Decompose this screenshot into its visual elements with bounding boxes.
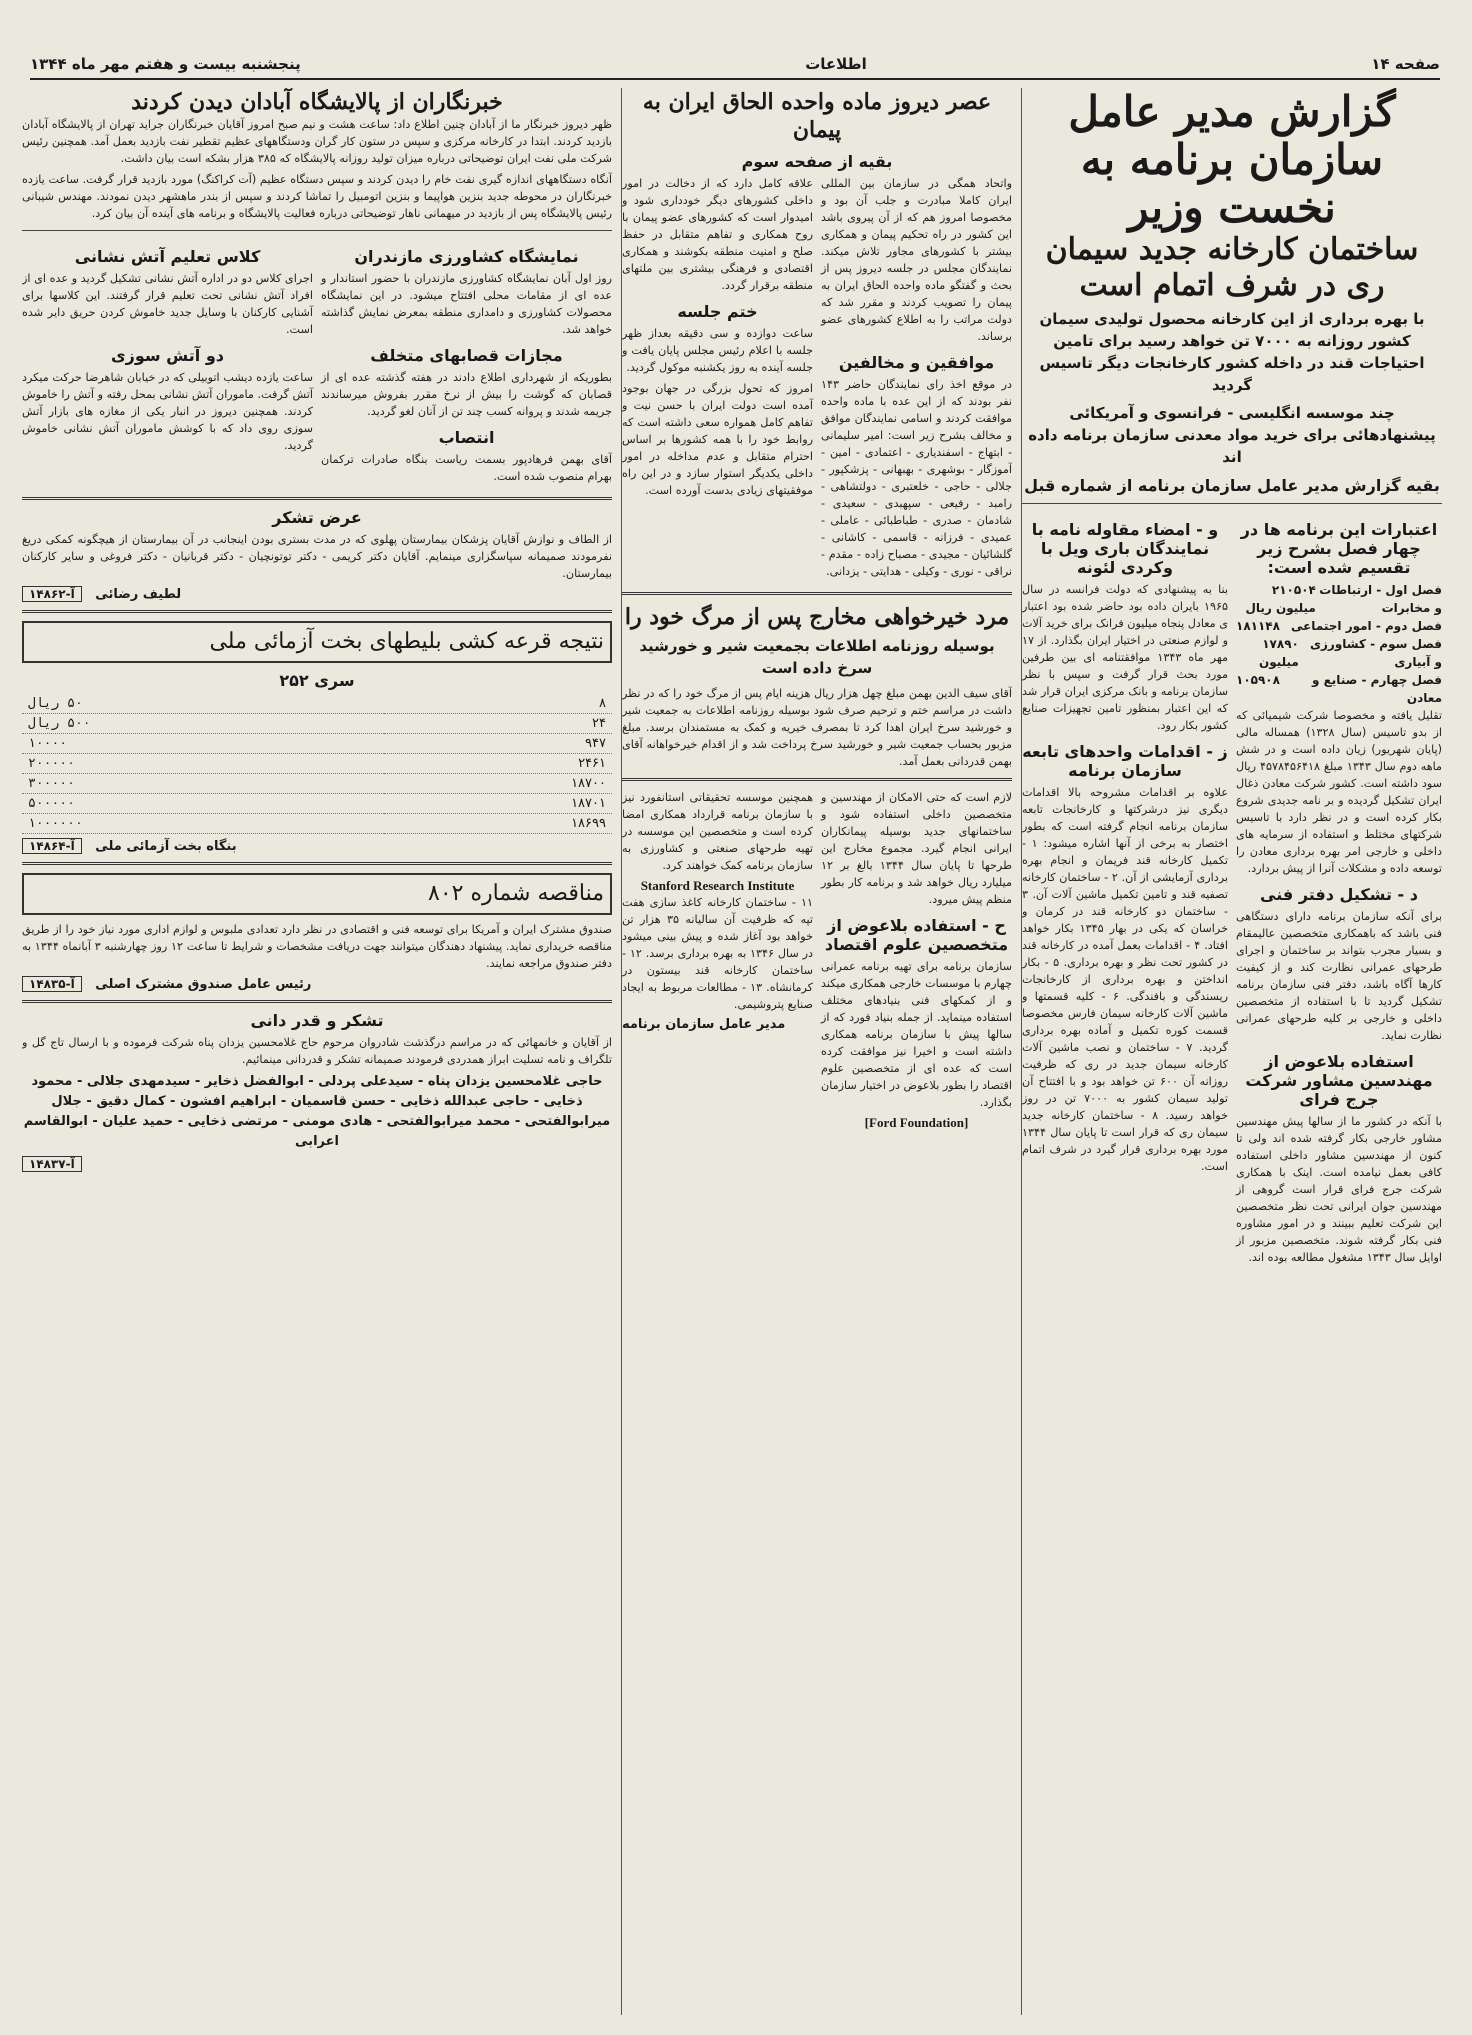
thanks2-code [22, 1156, 612, 1172]
deck-donor: بوسیله روزنامه اطلاعات بجمعیت شیر و خورشید سرخ داده است [639, 637, 995, 677]
body-text: از الطاف و نوازش آقایان پزشکان بیمارستان پهلوی که در مدت بستری بودن اینجانب در آن بیمارستان از هیچگونه کمکی دریغ نفرمودند صمیمانه سپاسگزاری مینمایم. آقایان دکتر کریمی - دکتر توتونچیان - دکتر قربانیان - دکتر فروغی و سایر کارکنان بیمارستان. [22, 533, 612, 580]
body-text: برای آنکه سازمان برنامه دارای دستگاهی فنی باشد که باهمکاری متخصصین عالیمقام و بسیار مجرب بتواند بر ساختمان و اجرای طرحهای عمرانی نظارت کند و از کیفیت کارها آگاه باشد، دفتر فنی سازمان برنامه تشکیل گردید تا با استفاده از متخصصین داخلی و خارجی بر کلیه طرحهای عمرانی نظارت نماید. [1236, 910, 1442, 1042]
report-subcol-left [1022, 512, 1228, 1270]
lottery-series: سری ۲۵۲ [279, 671, 355, 690]
report-subcol-right [1236, 512, 1442, 1270]
body-text: با آنکه در کشور ما از سالها پیش مهندسین مشاور خارجی بکار گرفته شده اند ولی تا کنون از مهندسین مشاور داخلی استفاده کافی بعمل نیامده است. اینک با همکاری شرکت جرج فرای قرار است گروهی از مهندسین جوان ایرانی تحت نظر متخصصین این شرکت تعلیم ببینند و در امور مشاوره فنی بکار گرفته شوند. متخصصین مزبور از اوایل سال ۱۳۴۳ مشغول مطالعه بوده اند. [1236, 1115, 1442, 1264]
thanks-signature: لطیف رضائی آ-۱۴۸۶۲ [22, 586, 612, 602]
body-text: ساعت دوازده و سی دقیقه بعداز ظهر جلسه با اعلام رئیس مجلس پایان یافت و جلسه آینده به روز یکشنبه موکول گردید. [622, 327, 813, 374]
body-text: ظهر دیروز خبرنگار ما از آبادان چنین اطلاع داد: ساعت هشت و نیم صبح امروز آقایان خبرنگاران جراید تهران از پالایشگاه آبادان بازدید کردند. ابتدا در کارخانه مرکزی و سپس در ستون کار گران ودستگاههای عظیم تقطیر نفت بازدید بعمل آمد. همچنین رئیس شرکت ملی نفت ایران توضیحاتی درباره میزان تولید روزانه پالایشگاه که ۳۸۵ هزار بشکه است بیان داشت. [22, 118, 612, 165]
budget-row: فصل سوم - کشاورزی و آبیاری ۱۷۸۹۰ میلیون [1258, 637, 1442, 669]
budget-row: فصل اول - ارتباطات و مخابرات ۲۱۰۵۰۴ میلیون ریال [1245, 583, 1442, 615]
lower-subcolumns [622, 789, 1012, 1131]
table-row: ۱۸۷۰۱ ۵۰۰۰۰۰ [22, 794, 612, 814]
subhead-appointment: انتصاب [438, 428, 495, 447]
divider [22, 230, 612, 231]
page-number: صفحه ۱۴ [1371, 55, 1440, 73]
body-text: آقای بهمن فرهادپور بسمت ریاست بنگاه صادرات ترکمان بهرام منصوب شده است. [321, 453, 612, 483]
body-text: ۱۱ - ساختمان کارخانه کاغذ سازی هفت تپه که ظرفیت آن سالیانه ۳۵ هزار تن خواهد بود آغاز شده و پیش بینی میشود در سال ۱۳۴۶ به بهره برداری برسد. ۱۲ - ساختمان کارخانه قند بیستون در کرمانشاه. ۱۳ - مطالعات مربوط به ایجاد صنایع پتروشیمی. [622, 896, 813, 1011]
body-text: امروز که تحول بزرگی در جهان بوجود آمده است دولت ایران با حسن نیت و تفاهم کامل همواره سعی داشته است که روابط خود را با همه کشورها بر اساس احترام متقابل و عدم مداخله در امور داخلی یکدیگر استوار سازد و در این راه موفقیتهای زیادی بدست آورده است. [622, 382, 813, 497]
body-text: علاوه بر اقدامات مشروحه بالا اقدامات دیگری نیز درشرکتها و کارخانجات تابعه سازمان برنامه انجام گرفته است که بطور اختصار به برخی از آنها اشاره میشود: ۱ - تکمیل کارخانه قند فریمان و انجام بهره برداری آزمایشی از آن. ۲ - ساختمان کارخانه تصفیه قند و تامین تکمیل ماشین آلات آن. ۳ - ساختمان دو کارخانه قند در کرمان و خراسان که یکی در بهار ۱۳۴۵ بکار خواهد افتاد. ۴ - اقدامات بعمل آمده در کارخانه قند در کشور تحت نظر و بهره برداری. ۵ - بکار انداختن و بهره برداری از کارخانجات ریسندگی و بافندگی. ۶ - کلیه قسمتها و ماشین آلات کارخانه سیمان فارس مخصوصا قسمت کوره تکمیل و آماده بهره برداری گردید. ۷ - ساختمان و نصب ماشین آلات کارخانه سیمان جدید در ری که ظرفیت روزانه آن ۶۰۰ تن خواهد بود و با افتتاح آن تولید سیمان کشور به ۷۰۰۰ تن در روز خواهد رسید. ۸ - ساختمان کارخانه جدید سیمان ری که قرار است تا پایان سال ۱۳۴۴ مورد بهره برداری قرار گیرد در شرف اتمام است. [1022, 786, 1229, 1173]
body-text: واتحاد همگی در سازمان بین المللی ایران کاملا مبادرت و جلب آن بود و مخصوصا امروز هم که از آن پیروی باشد این کشور در راه تحکیم پیمان و همکاری بیشتر با کشورهای مجاور تلاش میکند. نمایندگان مجلس در جلسه دیروز پس از بحث و گفتگو ماده واحده الحاق ایران به پیمان را تصویب کردند و مقرر شد که دولت مراتب را به اطلاع کشورهای عضو برساند. [821, 177, 1012, 343]
divider [1022, 503, 1442, 504]
subhead-thanks-2: تشکر و قدر دانی [250, 1011, 384, 1030]
subhead-units: ز - اقدامات واحدهای تابعه سازمان برنامه [1022, 742, 1228, 780]
tender-signature: رئیس عامل صندوق مشترک اصلی آ-۱۴۸۳۵ [22, 976, 612, 992]
body-text: همچنین موسسه تحقیقاتی استانفورد نیز با سازمان برنامه قرارداد همکاری امضا کرده است و متخصصین این موسسه در تهیه طرحهای صنعتی و کشاورزی به سازمان برنامه کمک خواهند کرد. [622, 791, 813, 872]
body-text: در موقع اخذ رای نمایندگان حاضر ۱۴۳ نفر بودند که از این عده با ماده واحده موافقت کردند و اسامی نمایندگان موافق و مخالف بشرح زیر است: امیر سلیمانی - ابتهاج - اسفندیاری - اعتمادی - امین - آموزگار - بوشهری - بهبهانی - پزشکپور - جلالی - حاجی - خلعتبری - دولتشاهی - رامبد - رفیعی - سپهبدی - سعیدی - شادمان - صدری - طباطبائی - عاملی - عمیدی - فرزانه - قاسمی - کاشانی - گلشائیان - مجیدی - مصباح زاده - مقدم - نراقی - نوری - وکیلی - هدایتی - یزدانی. [821, 378, 1012, 578]
subhead-session-end: ختم جلسه [677, 302, 758, 321]
headline-donor: مرد خیرخواهی مخارج پس از مرگ خود را [624, 604, 1010, 630]
body-text: علاقه کامل دارد که از دخالت در امور داخلی کشورهای دیگر خودداری شود و امیدوار است که کشورهای عضو پیمان با روح همکاری و تفاهم متقابل در حفظ صلح و امنیت منطقه بکوشند و همکاری اقتصادی و فرهنگی بیشتری بین ملتهای منطقه برقرار گردد. [622, 177, 813, 292]
ad-code: آ-۱۴۸۶۲ [22, 586, 82, 602]
table-row: ۹۴۷ ۱۰۰۰۰ [22, 734, 612, 754]
divider [622, 778, 1012, 781]
lottery-table [22, 694, 612, 834]
subhead-consultants: استفاده بلاعوض از مهندسین مشاور شرکت جرج فرای [1245, 1052, 1433, 1109]
subhead-butchers: مجازات قصابهای متخلف [370, 346, 563, 365]
ad-code: آ-۱۴۸۳۵ [22, 976, 82, 992]
column-treaty [621, 88, 1012, 2015]
thanks-names: حاجی غلامحسین یزدان پناه - سیدعلی پردلی - ابوالفضل ذخایر - سیدمهدی جلالی - محمود ذخایی - حاجی عبدالله ذخایی - حسن قاسمیان - ابراهیم افشون - کمال دقیق - جلال میرابوالفتحی - محمد میرابوالفتحی - هادی مومنی - مرتضی ذخایی - حمید علیان - ابوالقاسم اعرابی [23, 1074, 611, 1149]
deck-minerals: چند موسسه انگلیسی - فرانسوی و آمریکائی پیشنهادهائی برای خرید مواد معدنی سازمان برنامه داده اند [1028, 404, 1436, 466]
lower-subcol-right [821, 789, 1012, 1131]
report-subcolumns [1022, 512, 1442, 1270]
news-subcolumns [22, 239, 612, 489]
body-text: آقای سیف الدین بهمن مبلغ چهل هزار ریال هزینه ایام پس از مرگ خود را که در نظر داشت در مراسم ختم و ترحیم صرف شود بوسیله روزنامه اطلاعات به جمعیت شیر و خورشید سرخ ایران اهدا کرد تا بمصرف خیریه و کمک به مستمندان برسد. مبلغ مزبور بحساب جمعیت شیر و خورشید سرخ پرداخت شد و از اقدام خیرخواهانه آقای بهمن قدردانی بعمل آمد. [622, 687, 1012, 768]
divider [22, 497, 612, 500]
budget-title: اعتبارات این برنامه ها در چهار فصل بشرح زیر تقسیم شده است: [1240, 520, 1438, 577]
body-text: تقلیل یافته و مخصوصا شرکت شیمیائی که از بدو تاسیس (سال ۱۳۲۸) همساله مالی (پایان شهریور) زیان داده است و در شش ماهه دوم سال ۱۳۴۳ مبلغ ۴۵۷۸۴۵۶۴۱۸ ریال سود داشته است. کشور شرکت معادن ذغال ایران تشکیل گردیده و بر نامه جدیدی شروع بکار کرده است و در نظر دارد با تاسیس شرکتهای مختلط و استفاده از سرمایه های داخلی و خارجی امر بهره برداری معادن را توسعه داده و مشکلات آنرا از پیش بردارد. [1236, 709, 1442, 875]
headline-cement: ساختمان کارخانه جدید سیمان ری در شرف اتمام است [1045, 232, 1419, 303]
news-subcol-left [22, 239, 313, 489]
body-text: سازمان برنامه برای تهیه برنامه عمرانی چهارم با موسسات خارجی همکاری میکند و از کمکهای فنی بنیادهای مختلف استفاده مینماید. از جمله بنیاد فورد که از سالها پیش با سازمان برنامه همکاری داشته است و اخیرا نیز موافقت کرده است که عده ای از متخصصین علوم اقتصاد را بطور بلاعوض در اختیار سازمان بگذارد. [821, 960, 1012, 1109]
body-text: روز اول آبان نمایشگاه کشاورزی مازندران با حضور استاندار و عده ای از مقامات محلی افتتاح میشود. در این نمایشگاه محصولات کشاورزی و دامداری منطقه بمعرض نمایش گذاشته خواهد شد. [321, 272, 612, 336]
continued-label: بقیه از صفحه سوم [741, 152, 893, 171]
body-text: ساعت یازده دیشب اتوبیلی که در خیابان شاهرضا حرکت میکرد آتش گرفت. ماموران آتش نشانی بمحل رفته و آتش را خاموش کردند. همچنین دیروز در انبار یکی از مغازه های بازار آتش سوزی روی داد که با کوشش ماموران آتش نشانی خاموش گردید. [22, 371, 313, 452]
body-text: صندوق مشترک ایران و آمریکا برای توسعه فنی و اقتصادی در نظر دارد تعدادی ملبوس و لوازم اداری مورد نیاز خود را از طریق مناقصه خریداری نماید. پیشنهاد دهندگان میتوانند جهت دریافت مشخصات و شرایط تا ساعت ۱۲ روز چهارشنبه ۳ آبانماه ۱۳۴۴ به دفتر صندوق مراجعه نمایند. [22, 923, 612, 970]
lottery-title: نتیجه قرعه کشی بلیطهای بخت آزمائی ملی [22, 621, 612, 663]
masthead [30, 50, 1440, 80]
headline-treaty: عصر دیروز ماده واحده الحاق ایران به پیمان [642, 89, 992, 143]
headline-report: گزارش مدیر عامل سازمان برنامه به نخست وزیر [1068, 88, 1396, 232]
divider [22, 1000, 612, 1003]
subhead-tech-office: د - تشکیل دفتر فنی [1260, 885, 1418, 904]
body-text: بطوریکه از شهرداری اطلاع دادند در هفته گذشته عده ای از قصابان که گوشت را بیش از نرخ مقرر بفروش میرساندند جریمه شدند و پروانه کسب چند تن از آنان لغو گردید. [321, 371, 612, 418]
subhead-fires: دو آتش سوزی [110, 346, 225, 365]
headline-refinery: خبرنگاران از پالایشگاه آبادان دیدن کردند [131, 89, 503, 115]
news-subcol-right [321, 239, 612, 489]
ford-foundation-label: [Ford Foundation] [864, 1115, 969, 1130]
divider [22, 610, 612, 613]
body-text: از آقایان و خانمهائی که در مراسم درگذشت شادروان مرحوم حاج غلامحسین یزدان پناه شرکت فرموده و با ارسال تاج گل و تلگراف و نامه تسلیت ابراز همدردی فرمودند صمیمانه تشکر و قدردانی مینمائیم. [22, 1036, 612, 1066]
subhead-agreement: و - امضاء مقاوله نامه با نمایندگان باری ویل با وکردی لئونه [1031, 520, 1219, 577]
body-text: اجرای کلاس دو در اداره آتش نشانی تشکیل گردید و عده ای از افراد آتش نشانی تحت تعلیم قرار گرفتند. این کلاسها برای آشنایی کارکنان با وسایل جدید خاموش کردن حریق دایر شده است. [22, 272, 313, 336]
subhead-firefighting: کلاس تعلیم آتش نشانی [74, 247, 261, 266]
column-program-report [1021, 88, 1442, 2015]
subhead-economists: ح - استفاده بلاعوض از متخصصین علوم اقتصاد [824, 916, 1009, 954]
tender-title: مناقصه شماره ۸۰۲ [22, 873, 612, 915]
table-row: ۱۸۶۹۹ ۱۰۰۰۰۰۰ [22, 814, 612, 834]
column-news [22, 88, 612, 2015]
intro-line: بقیه گزارش مدیر عامل سازمان برنامه از شماره قبل [1024, 476, 1440, 495]
treaty-subcol-left [622, 175, 813, 584]
table-row: ۲۴۶۱ ۲۰۰۰۰۰ [22, 754, 612, 774]
subhead-vote: موافقین و مخالفین [838, 353, 995, 372]
divider [22, 862, 612, 865]
table-row: ۱۸۷۰۰ ۳۰۰۰۰۰ [22, 774, 612, 794]
ad-code: آ-۱۴۸۶۴ [22, 838, 82, 854]
treaty-subcol-right [821, 175, 1012, 584]
divider [622, 592, 1012, 595]
treaty-subcolumns [622, 175, 1012, 584]
issue-date: پنجشنبه بیست و هفتم مهر ماه ۱۳۴۴ [30, 55, 301, 73]
table-row: ۲۴ ۵۰۰ ریال [22, 714, 612, 734]
lower-subcol-left [622, 789, 813, 1131]
deck-cement: با بهره برداری از این کارخانه محصول تولیدی سیمان کشور روزانه به ۷۰۰۰ تن خواهد رسید برای تامین احتیاجات قند در داخله کشور کارخانجات دیگر تاسیس گردید [1039, 310, 1425, 394]
body-text: بنا به پیشنهادی که دولت فرانسه در سال ۱۹۶۵ بایران داده بود حاضر شده بود اعتبار ی معادل پنجاه میلیون فرانک برای خرید آلات و لوازم صنعتی در اختیار ایران بگذارد. از ۱۷ مهر ماه ۱۳۴۳ موافقتنامه ای بین طرفین مورد بحث قرار گرفت و سپس با نظر سازمان برنامه و بانک مرکزی ایران قرار شد که این اعتبار بمنظور تامین تجهیزات صنایع کشور بکار رود. [1022, 583, 1229, 732]
stanford-label: Stanford Research Institute [640, 878, 795, 893]
subhead-fair: نمایشگاه کشاورزی مازندران [354, 247, 579, 266]
body-text: لازم است که حتی الامکان از مهندسین و متخصصین داخلی استفاده شود و ساختمانهای جدید بوسیله پیمانکاران ایرانی انجام گیرد. مجموع مخارج این طرحها تا پایان سال ۱۳۴۴ بالغ بر ۱۲ میلیارد ریال خواهد شد و برنامه کار بطور منظم پیش میرود. [821, 791, 1012, 906]
paper-name: اطلاعات [805, 55, 867, 73]
ad-code: آ-۱۴۸۳۷ [22, 1156, 82, 1172]
budget-row: فصل چهارم - صنایع و معادن ۱۰۵۹۰۸ [1236, 673, 1442, 705]
budget-row: فصل دوم - امور اجتماعی ۱۸۱۱۴۸ [1236, 619, 1442, 633]
table-row: ۸ ۵۰ ریال [22, 694, 612, 714]
signoff: مدیر عامل سازمان برنامه [622, 1017, 786, 1032]
subhead-thanks: عرض تشکر [272, 508, 362, 527]
lottery-signature: بنگاه بخت آزمائی ملی آ-۱۴۸۶۴ [22, 838, 612, 854]
body-text: آنگاه دستگاههای اندازه گیری نفت خام را دیدن کردند و سپس دستگاه عظیم (آت کراکنگ) مورد بازدید قرار گرفت. ساعت یازده خبرنگاران در محوطه جدید بنزین هواپیما و بنزین اتومبیل را تماشا کردند و سپس از بندر ماهشهر دیدن نمودند. مهندس شیبانی رئیس پالایشگاه پس از بازدید در میهمانی ناهار توضیحاتی درباره فعالیت پالایشگاه و برنامه های آینده آن بیان کرد. [22, 173, 612, 220]
